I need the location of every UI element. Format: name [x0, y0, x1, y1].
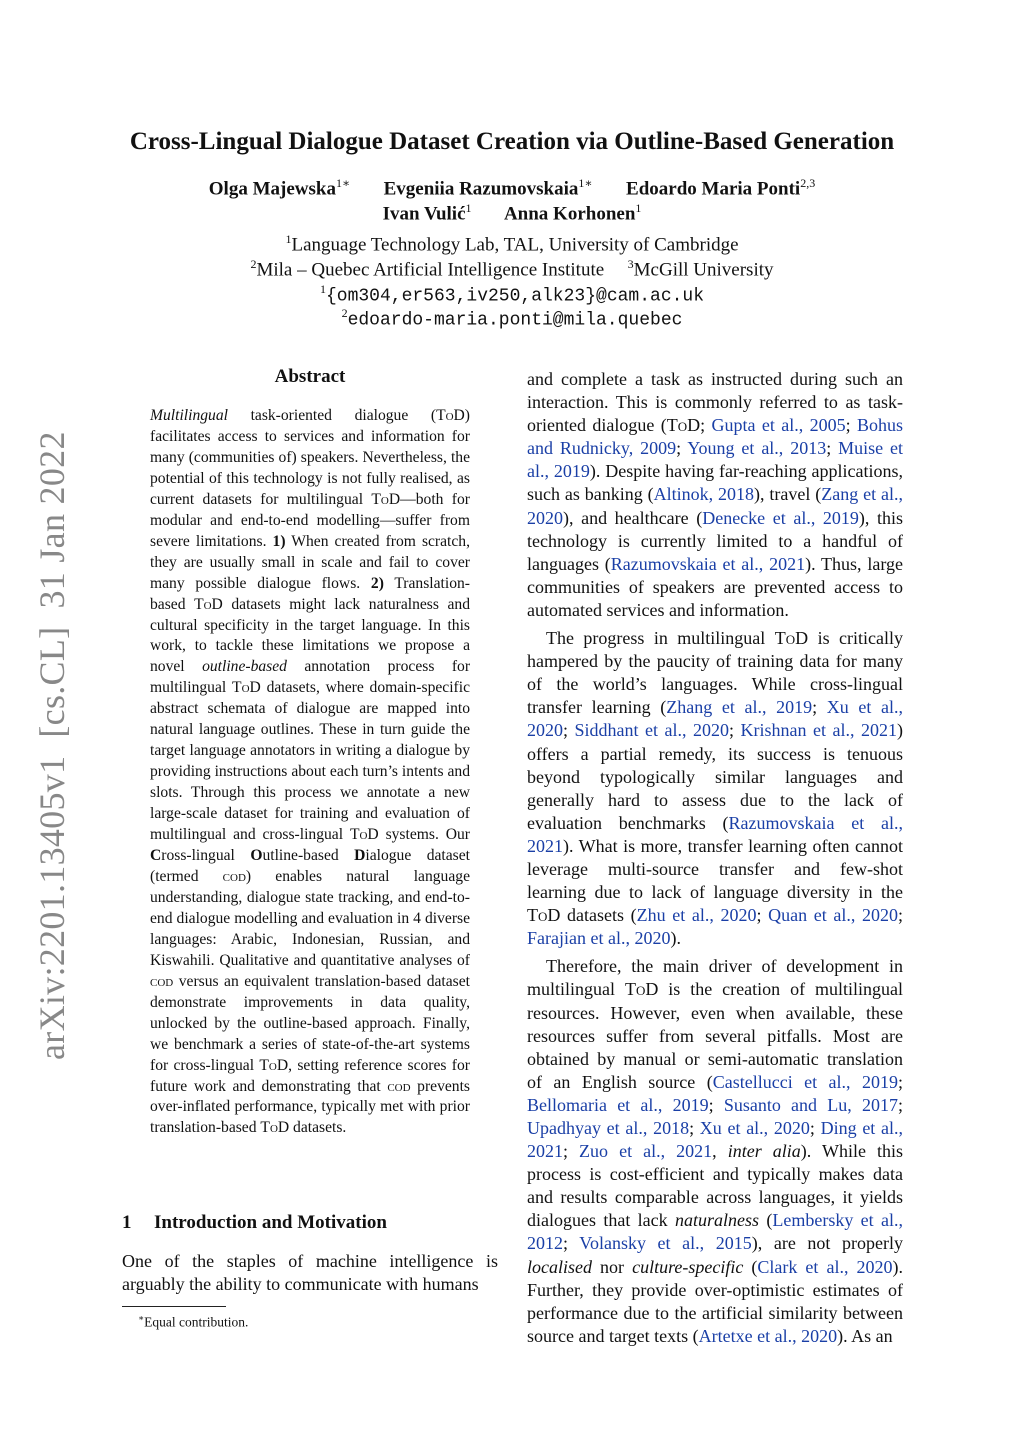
- arxiv-date: 31 Jan 2022: [32, 431, 72, 609]
- abstract-paragraph: Multilingual task-oriented dialogue (ToD) facilitates access to services and information for many (communities of) speakers. Nevertheless, the potential of this technology is not fully realised, as current datasets for multilingual ToD—both for modular and end-to-end modelling—suffer from severe limitations. 1) When created from scratch, they are usually small in scale and fail to cover many possible dialogue flows. 2) Translation-based ToD datasets might lack naturalness and cultural specificity in the target language. In this work, to tackle these limitations we propose a novel outline-based annotation process for multilingual ToD datasets, where domain-specific abstract schemata of dialogue are mapped into natural language outlines. These in turn guide the target language annotators in writing a dialogue by providing instructions about each turn’s intents and slots. Through this process we annotate a new large-scale dataset for training and evaluation of multilingual and cross-lingual ToD systems. Our Cross-lingual Outline-based Dialogue dataset (termed cod) enables natural language understanding, dialogue state tracking, and end-to-end dialogue modelling and evaluation in 4 diverse languages: Arabic, Indonesian, Russian, and Kiswahili. Qualitative and quantitative analyses of cod versus an equivalent translation-based dataset demonstrate improvements in data quality, unlocked by the outline-based approach. Finally, we benchmark a series of state-of-the-art systems for cross-lingual ToD, setting reference scores for future work and demonstrating that cod prevents over-inflated performance, typically met with prior translation-based ToD datasets.: [150, 407, 471, 1137]
- email-address[interactable]: {om304,er563,iv250,alk23}@cam.ac.uk: [325, 286, 705, 307]
- footnote-rule: [122, 1306, 226, 1307]
- citation-link[interactable]: Zuo et al., 2021: [579, 1141, 713, 1162]
- author-line-1: [0, 176, 1024, 200]
- citation-link[interactable]: Young et al., 2013: [687, 438, 827, 459]
- author-name: Evgeniia Razumovskaia: [383, 178, 579, 200]
- section-heading-introduction: [122, 1212, 498, 1234]
- body-paragraph: Therefore, the main driver of development in multilingual ToD is the creation of multilingual resources. However, even when available, these resources suffer from several pitfalls. Most are obtained by manual or semi-automatic translation of an English source (Castellucci et al., 2019; Bellomaria et al., 2019; Susanto and Lu, 2017; Upadhyay et al., 2018; Xu et al., 2020; Ding et al., 2021; Zuo et al., 2021, inter alia). While this process is cost-efficient and typically makes data and results comparable across languages, it yields dialogues that lack naturalness (Lembersky et al., 2012; Volansky et al., 2015), are not properly localised nor culture-specific (Clark et al., 2020). Further, they provide over-optimistic estimates of performance due to the artificial similarity between source and target texts (Artetxe et al., 2020). As an: [527, 956, 904, 1346]
- author-line-2: [0, 201, 1024, 225]
- arxiv-id[interactable]: arXiv:2201.13405v1: [32, 755, 72, 1060]
- abstract-body: [150, 406, 470, 1139]
- citation-link[interactable]: Razumovskaia et al., 2021: [610, 553, 806, 574]
- section-number: 1: [122, 1212, 132, 1233]
- right-column: [527, 368, 903, 1353]
- citation-link[interactable]: Lembersky et al., 2012: [527, 1210, 903, 1254]
- body-paragraph: The progress in multilingual ToD is critically hampered by the paucity of training data for many of the world’s languages. While cross-lingual transfer learning (Zhang et al., 2019; Xu et al., 2020; Siddhant et al., 2020; Krishnan et al., 2021) offers a partial remedy, its success is tenuous beyond typologically similar languages and generally hard to assess due to the lack of evaluation benchmarks (Razumovskaia et al., 2021). What is more, transfer learning often cannot leverage multi-source transfer and few-shot learning due to lack of language diversity in the ToD datasets (Zhu et al., 2020; Quan et al., 2020; Farajian et al., 2020).: [527, 628, 904, 949]
- affiliation-mark: 3: [627, 257, 634, 271]
- affiliation-text: Mila – Quebec Artificial Intelligence Institute: [256, 259, 605, 281]
- affiliation-mark: 2: [250, 257, 257, 271]
- citation-link[interactable]: Quan et al., 2020: [768, 905, 898, 926]
- citation-link[interactable]: Artetxe et al., 2020: [698, 1325, 838, 1346]
- author-name: Ivan Vulić: [382, 203, 466, 225]
- author-affiliation-mark: 1: [635, 201, 642, 215]
- citation-link[interactable]: Zang et al., 2020: [527, 484, 903, 528]
- paper-title: Cross-Lingual Dialogue Dataset Creation via Outline-Based Generation: [129, 128, 895, 155]
- author-affiliation-mark: 1∗: [335, 176, 351, 190]
- citation-link[interactable]: Krishnan et al., 2021: [740, 720, 898, 741]
- affiliation-mark: 1: [319, 282, 326, 296]
- citation-link[interactable]: Farajian et al., 2020: [527, 928, 671, 949]
- citation-link[interactable]: Gupta et al., 2005: [711, 415, 846, 436]
- citation-link[interactable]: Zhu et al., 2020: [636, 905, 757, 926]
- citation-link[interactable]: Ding et al., 2021: [527, 1118, 903, 1162]
- footnote-text: Equal contribution.: [144, 1314, 249, 1330]
- citation-link[interactable]: Denecke et al., 2019: [702, 507, 859, 528]
- arxiv-category: [cs.CL]: [32, 626, 72, 738]
- citation-link[interactable]: Zhang et al., 2019: [666, 697, 813, 718]
- citation-link[interactable]: Volansky et al., 2015: [579, 1233, 752, 1254]
- affiliation-mark: 1: [285, 232, 292, 246]
- email-address[interactable]: edoardo-maria.ponti@mila.quebec: [347, 310, 683, 331]
- intro-paragraph-left: [122, 1250, 498, 1296]
- abstract-heading: Abstract: [274, 366, 346, 387]
- section-title: Introduction and Motivation: [154, 1212, 387, 1233]
- author-affiliation-mark: 1∗: [578, 176, 593, 190]
- citation-link[interactable]: Xu et al., 2020: [699, 1118, 810, 1138]
- citation-link[interactable]: Razumovskaia et al., 2021: [527, 812, 904, 856]
- email-line-1: [0, 282, 1024, 306]
- author-affiliation-mark: 1: [465, 201, 472, 215]
- footnote-mark: ∗: [138, 1313, 145, 1323]
- body-text: One of the staples of machine intelligence is arguably the ability to communicate with humans: [122, 1251, 498, 1294]
- citation-link[interactable]: Altinok, 2018: [653, 484, 755, 505]
- citation-link[interactable]: Siddhant et al., 2020: [574, 720, 730, 741]
- citation-link[interactable]: Susanto and Lu, 2017: [723, 1094, 898, 1115]
- affiliation-mark: 2: [341, 306, 348, 320]
- author-name: Olga Majewska: [208, 178, 336, 200]
- affiliation-2: [0, 257, 1024, 281]
- citation-link[interactable]: Muise et al., 2019: [527, 438, 903, 482]
- body-paragraph: and complete a task as instructed during such an interaction. This is commonly referred to as task-oriented dialogue (ToD; Gupta et al., 2005; Bohus and Rudnicky, 2009; Young et al., 2013; Muise et al., 2019). Despite having far-reaching applications, such as banking (Altinok, 2018), travel (Zang et al., 2020), and healthcare (Denecke et al., 2019), this technology is currently limited to a handful of languages (Razumovskaia et al., 2021). Thus, large communities of speakers are prevented access to automated services and information.: [527, 369, 904, 620]
- email-line-2: [0, 306, 1024, 330]
- arxiv-side-stamp: [31, 431, 73, 1060]
- citation-link[interactable]: Bellomaria et al., 2019: [527, 1094, 709, 1115]
- affiliation-text: McGill University: [633, 259, 774, 281]
- citation-link[interactable]: Xu et al., 2020: [527, 697, 903, 741]
- citation-link[interactable]: Castellucci et al., 2019: [712, 1071, 898, 1092]
- citation-link[interactable]: Bohus and Rudnicky, 2009: [527, 415, 903, 459]
- footnote: [138, 1313, 248, 1331]
- author-name: Anna Korhonen: [503, 203, 636, 225]
- affiliation-text: Language Technology Lab, TAL, University of Cambridge: [291, 234, 739, 256]
- citation-link[interactable]: Clark et al., 2020: [757, 1256, 893, 1277]
- affiliation-1: [0, 232, 1024, 256]
- author-name: Edoardo Maria Ponti: [626, 178, 801, 200]
- author-affiliation-mark: 2,3: [800, 176, 816, 190]
- citation-link[interactable]: Upadhyay et al., 2018: [527, 1118, 690, 1138]
